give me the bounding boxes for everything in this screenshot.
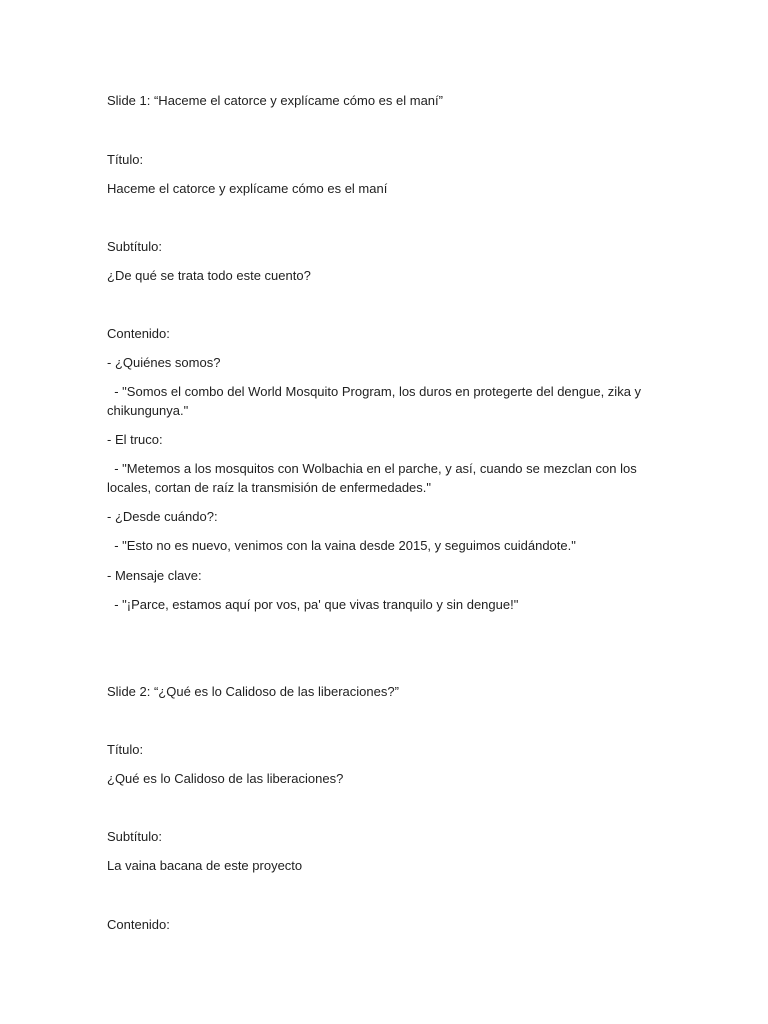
slide1-title-label: Título: xyxy=(107,152,144,167)
slide2-heading: Slide 2: “¿Qué es lo Calidoso de las liberaciones?” xyxy=(107,684,399,699)
slide2-title-label: Título: xyxy=(107,742,144,757)
slide1-heading: Slide 1: “Haceme el catorce y explícame cómo es el maní” xyxy=(107,93,443,108)
slide2-title-text: ¿Qué es lo Calidoso de las liberaciones? xyxy=(107,771,344,786)
slide2-subtitle-label: Subtítulo: xyxy=(107,829,162,844)
slide1-item2-quote: - "Metemos a los mosquitos con Wolbachia en el parche, y así, cuando se mezclan con los locales, cortan de raíz la transmisión de enfermedades." xyxy=(107,461,641,495)
slide1-item3-quote: - "Esto no es nuevo, venimos con la vaina desde 2015, y seguimos cuidándote." xyxy=(107,538,576,553)
slide1-item3-label: - ¿Desde cuándo?: xyxy=(107,509,218,524)
slide1-title-text: Haceme el catorce y explícame cómo es el maní xyxy=(107,181,388,196)
slide1-item4-label: - Mensaje clave: xyxy=(107,568,202,583)
slide1-item2-label: - El truco: xyxy=(107,432,163,447)
slide1-item4-quote: - "¡Parce, estamos aquí por vos, pa' que vivas tranquilo y sin dengue!" xyxy=(107,597,519,612)
slide1-item1-quote: - "Somos el combo del World Mosquito Program, los duros en protegerte del dengue, zika y chikungunya." xyxy=(107,384,645,418)
slide2-content-label: Contenido: xyxy=(107,917,170,932)
slide1-subtitle-text: ¿De qué se trata todo este cuento? xyxy=(107,268,311,283)
slide1-content-label: Contenido: xyxy=(107,326,170,341)
slide1-item1-label: - ¿Quiénes somos? xyxy=(107,355,221,370)
slide2-subtitle-text: La vaina bacana de este proyecto xyxy=(107,858,303,873)
slide1-subtitle-label: Subtítulo: xyxy=(107,239,162,254)
